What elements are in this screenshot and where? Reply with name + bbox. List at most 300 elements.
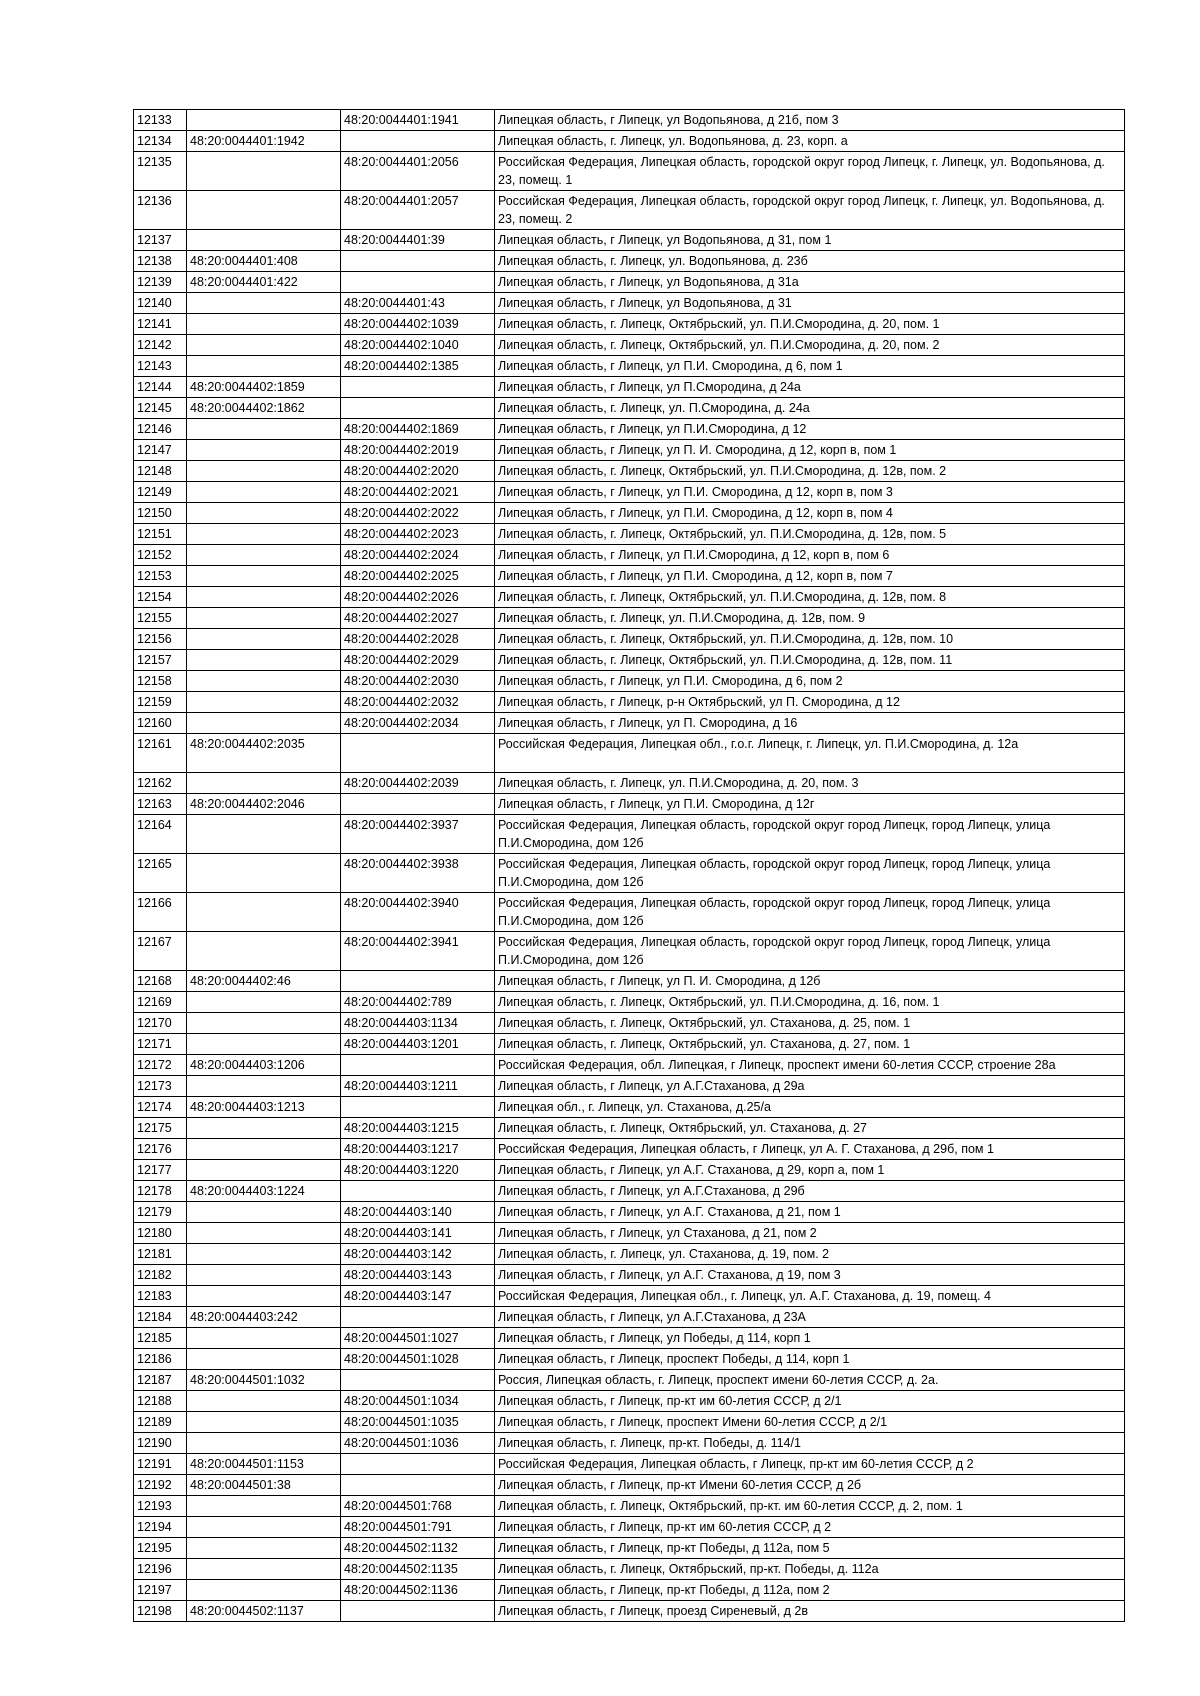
row-number-cell: 12173 xyxy=(134,1076,187,1097)
table-row xyxy=(134,1517,1125,1538)
building-cadastral-number-cell: 48:20:0044401:1942 xyxy=(187,131,341,152)
address-cell: Липецкая область, г Липецк, ул П.И. Смородина, д 12г xyxy=(495,794,1125,815)
building-cadastral-number-cell: 48:20:0044402:1859 xyxy=(187,377,341,398)
address-cell: Липецкая область, г Липецк, ул П. И. Смородина, д 12б xyxy=(495,971,1125,992)
address-cell: Российская Федерация, обл. Липецкая, г Липецк, проспект имени 60-летия СССР, строение 28а xyxy=(495,1055,1125,1076)
table-row xyxy=(134,1013,1125,1034)
building-cadastral-number-cell: 48:20:0044401:422 xyxy=(187,272,341,293)
premises-cadastral-number-cell xyxy=(341,1475,495,1496)
row-number-cell: 12186 xyxy=(134,1349,187,1370)
building-cadastral-number-cell: 48:20:0044402:2035 xyxy=(187,734,341,773)
address-cell: Липецкая область, г. Липецк, Октябрьский, ул. Стаханова, д. 27 xyxy=(495,1118,1125,1139)
premises-cadastral-number-cell xyxy=(341,1307,495,1328)
table-row xyxy=(134,1139,1125,1160)
table-row xyxy=(134,1076,1125,1097)
table-row xyxy=(134,1433,1125,1454)
building-cadastral-number-cell xyxy=(187,1559,341,1580)
premises-cadastral-number-cell: 48:20:0044402:2020 xyxy=(341,461,495,482)
address-cell: Российская Федерация, Липецкая обл., г.о.г. Липецк, г. Липецк, ул. П.И.Смородина, д. 12а xyxy=(495,734,1125,773)
premises-cadastral-number-cell: 48:20:0044402:1040 xyxy=(341,335,495,356)
table-row xyxy=(134,419,1125,440)
address-cell: Липецкая область, г Липецк, пр-кт Победы, д 112а, пом 2 xyxy=(495,1580,1125,1601)
building-cadastral-number-cell xyxy=(187,992,341,1013)
row-number-cell: 12138 xyxy=(134,251,187,272)
premises-cadastral-number-cell: 48:20:0044403:147 xyxy=(341,1286,495,1307)
row-number-cell: 12155 xyxy=(134,608,187,629)
table-row xyxy=(134,1307,1125,1328)
row-number-cell: 12189 xyxy=(134,1412,187,1433)
row-number-cell: 12185 xyxy=(134,1328,187,1349)
premises-cadastral-number-cell: 48:20:0044502:1135 xyxy=(341,1559,495,1580)
address-cell: Липецкая область, г Липецк, ул А.Г. Стаханова, д 21, пом 1 xyxy=(495,1202,1125,1223)
premises-cadastral-number-cell: 48:20:0044402:2025 xyxy=(341,566,495,587)
premises-cadastral-number-cell xyxy=(341,1370,495,1391)
premises-cadastral-number-cell: 48:20:0044402:2029 xyxy=(341,650,495,671)
address-cell: Липецкая область, г. Липецк, Октябрьский, ул. Стаханова, д. 25, пом. 1 xyxy=(495,1013,1125,1034)
table-row xyxy=(134,251,1125,272)
table-row xyxy=(134,1223,1125,1244)
table-row xyxy=(134,1475,1125,1496)
row-number-cell: 12150 xyxy=(134,503,187,524)
premises-cadastral-number-cell: 48:20:0044501:1035 xyxy=(341,1412,495,1433)
premises-cadastral-number-cell: 48:20:0044403:1211 xyxy=(341,1076,495,1097)
table-row xyxy=(134,692,1125,713)
row-number-cell: 12184 xyxy=(134,1307,187,1328)
premises-cadastral-number-cell: 48:20:0044403:142 xyxy=(341,1244,495,1265)
table-row xyxy=(134,671,1125,692)
premises-cadastral-number-cell: 48:20:0044401:2056 xyxy=(341,152,495,191)
building-cadastral-number-cell: 48:20:0044403:1206 xyxy=(187,1055,341,1076)
row-number-cell: 12136 xyxy=(134,191,187,230)
row-number-cell: 12145 xyxy=(134,398,187,419)
premises-cadastral-number-cell: 48:20:0044403:140 xyxy=(341,1202,495,1223)
address-cell: Российская Федерация, Липецкая область, городской округ город Липецк, г. Липецк, ул. Водопьянова, д. 23, помещ. 1 xyxy=(495,152,1125,191)
address-cell: Липецкая область, г. Липецк, Октябрьский, ул. П.И.Смородина, д. 12в, пом. 5 xyxy=(495,524,1125,545)
table-row xyxy=(134,293,1125,314)
building-cadastral-number-cell xyxy=(187,356,341,377)
cadastral-table-page xyxy=(133,109,1124,1622)
row-number-cell: 12179 xyxy=(134,1202,187,1223)
building-cadastral-number-cell xyxy=(187,1286,341,1307)
table-row xyxy=(134,1097,1125,1118)
table-row xyxy=(134,566,1125,587)
premises-cadastral-number-cell: 48:20:0044401:1941 xyxy=(341,110,495,131)
row-number-cell: 12197 xyxy=(134,1580,187,1601)
row-number-cell: 12170 xyxy=(134,1013,187,1034)
table-row xyxy=(134,1202,1125,1223)
premises-cadastral-number-cell: 48:20:0044402:1869 xyxy=(341,419,495,440)
building-cadastral-number-cell: 48:20:0044403:1224 xyxy=(187,1181,341,1202)
premises-cadastral-number-cell: 48:20:0044402:3940 xyxy=(341,893,495,932)
premises-cadastral-number-cell: 48:20:0044402:2039 xyxy=(341,773,495,794)
table-row xyxy=(134,971,1125,992)
building-cadastral-number-cell xyxy=(187,1349,341,1370)
address-cell: Липецкая область, г. Липецк, Октябрьский, ул. П.И.Смородина, д. 20, пом. 2 xyxy=(495,335,1125,356)
premises-cadastral-number-cell: 48:20:0044403:141 xyxy=(341,1223,495,1244)
building-cadastral-number-cell xyxy=(187,692,341,713)
row-number-cell: 12148 xyxy=(134,461,187,482)
row-number-cell: 12178 xyxy=(134,1181,187,1202)
address-cell: Липецкая обл., г. Липецк, ул. Стаханова, д.25/а xyxy=(495,1097,1125,1118)
row-number-cell: 12174 xyxy=(134,1097,187,1118)
address-cell: Липецкая область, г. Липецк, Октябрьский, ул. П.И.Смородина, д. 12в, пом. 11 xyxy=(495,650,1125,671)
row-number-cell: 12133 xyxy=(134,110,187,131)
building-cadastral-number-cell xyxy=(187,440,341,461)
building-cadastral-number-cell xyxy=(187,1517,341,1538)
address-cell: Российская Федерация, Липецкая область, г Липецк, пр-кт им 60-летия СССР, д 2 xyxy=(495,1454,1125,1475)
building-cadastral-number-cell xyxy=(187,503,341,524)
row-number-cell: 12177 xyxy=(134,1160,187,1181)
row-number-cell: 12161 xyxy=(134,734,187,773)
table-row xyxy=(134,1370,1125,1391)
address-cell: Липецкая область, г Липецк, пр-кт Имени 60-летия СССР, д 2б xyxy=(495,1475,1125,1496)
building-cadastral-number-cell: 48:20:0044402:46 xyxy=(187,971,341,992)
building-cadastral-number-cell xyxy=(187,1496,341,1517)
table-row xyxy=(134,854,1125,893)
premises-cadastral-number-cell: 48:20:0044403:143 xyxy=(341,1265,495,1286)
table-row xyxy=(134,131,1125,152)
address-cell: Липецкая область, г. Липецк, ул. П.И.Смородина, д. 12в, пом. 9 xyxy=(495,608,1125,629)
row-number-cell: 12194 xyxy=(134,1517,187,1538)
table-row xyxy=(134,1328,1125,1349)
building-cadastral-number-cell xyxy=(187,854,341,893)
address-cell: Липецкая область, г Липецк, ул П.И. Смородина, д 6, пом 2 xyxy=(495,671,1125,692)
address-cell: Липецкая область, г Липецк, проспект Имени 60-летия СССР, д 2/1 xyxy=(495,1412,1125,1433)
row-number-cell: 12171 xyxy=(134,1034,187,1055)
building-cadastral-number-cell: 48:20:0044501:38 xyxy=(187,1475,341,1496)
address-cell: Липецкая область, г. Липецк, Октябрьский, ул. Стаханова, д. 27, пом. 1 xyxy=(495,1034,1125,1055)
building-cadastral-number-cell xyxy=(187,152,341,191)
row-number-cell: 12193 xyxy=(134,1496,187,1517)
premises-cadastral-number-cell xyxy=(341,794,495,815)
table-row xyxy=(134,1580,1125,1601)
premises-cadastral-number-cell xyxy=(341,377,495,398)
address-cell: Липецкая область, г Липецк, пр-кт им 60-летия СССР, д 2 xyxy=(495,1517,1125,1538)
premises-cadastral-number-cell: 48:20:0044402:2032 xyxy=(341,692,495,713)
table-row xyxy=(134,1496,1125,1517)
table-row xyxy=(134,191,1125,230)
address-cell: Липецкая область, г Липецк, ул Победы, д 114, корп 1 xyxy=(495,1328,1125,1349)
table-row xyxy=(134,377,1125,398)
building-cadastral-number-cell xyxy=(187,1223,341,1244)
premises-cadastral-number-cell: 48:20:0044402:2028 xyxy=(341,629,495,650)
table-row xyxy=(134,650,1125,671)
premises-cadastral-number-cell xyxy=(341,1097,495,1118)
address-cell: Липецкая область, г Липецк, ул А.Г.Стаханова, д 29б xyxy=(495,1181,1125,1202)
address-cell: Липецкая область, г Липецк, ул П.Смородина, д 24а xyxy=(495,377,1125,398)
building-cadastral-number-cell: 48:20:0044402:2046 xyxy=(187,794,341,815)
row-number-cell: 12191 xyxy=(134,1454,187,1475)
building-cadastral-number-cell xyxy=(187,1538,341,1559)
premises-cadastral-number-cell: 48:20:0044402:3938 xyxy=(341,854,495,893)
building-cadastral-number-cell xyxy=(187,713,341,734)
address-cell: Липецкая область, г. Липецк, ул. Стаханова, д. 19, пом. 2 xyxy=(495,1244,1125,1265)
address-cell: Липецкая область, г Липецк, ул П.И. Смородина, д 12, корп в, пом 4 xyxy=(495,503,1125,524)
premises-cadastral-number-cell: 48:20:0044502:1132 xyxy=(341,1538,495,1559)
row-number-cell: 12143 xyxy=(134,356,187,377)
building-cadastral-number-cell: 48:20:0044502:1137 xyxy=(187,1601,341,1622)
row-number-cell: 12137 xyxy=(134,230,187,251)
premises-cadastral-number-cell: 48:20:0044403:1217 xyxy=(341,1139,495,1160)
address-cell: Липецкая область, г Липецк, р-н Октябрьский, ул П. Смородина, д 12 xyxy=(495,692,1125,713)
row-number-cell: 12158 xyxy=(134,671,187,692)
building-cadastral-number-cell xyxy=(187,1391,341,1412)
row-number-cell: 12149 xyxy=(134,482,187,503)
address-cell: Липецкая область, г. Липецк, ул. Водопьянова, д. 23б xyxy=(495,251,1125,272)
premises-cadastral-number-cell: 48:20:0044403:1215 xyxy=(341,1118,495,1139)
address-cell: Российская Федерация, Липецкая обл., г. Липецк, ул. А.Г. Стаханова, д. 19, помещ. 4 xyxy=(495,1286,1125,1307)
row-number-cell: 12157 xyxy=(134,650,187,671)
row-number-cell: 12162 xyxy=(134,773,187,794)
row-number-cell: 12172 xyxy=(134,1055,187,1076)
row-number-cell: 12196 xyxy=(134,1559,187,1580)
building-cadastral-number-cell xyxy=(187,629,341,650)
table-row xyxy=(134,1412,1125,1433)
premises-cadastral-number-cell: 48:20:0044401:39 xyxy=(341,230,495,251)
table-row xyxy=(134,893,1125,932)
address-cell: Российская Федерация, Липецкая область, городской округ город Липецк, город Липецк, улица П.И.Смородина, дом 12б xyxy=(495,893,1125,932)
table-row xyxy=(134,230,1125,251)
building-cadastral-number-cell xyxy=(187,671,341,692)
premises-cadastral-number-cell: 48:20:0044402:2030 xyxy=(341,671,495,692)
address-cell: Липецкая область, г Липецк, ул П.И. Смородина, д 12, корп в, пом 3 xyxy=(495,482,1125,503)
building-cadastral-number-cell xyxy=(187,566,341,587)
building-cadastral-number-cell xyxy=(187,893,341,932)
table-row xyxy=(134,1559,1125,1580)
table-row xyxy=(134,440,1125,461)
row-number-cell: 12135 xyxy=(134,152,187,191)
premises-cadastral-number-cell: 48:20:0044402:2027 xyxy=(341,608,495,629)
building-cadastral-number-cell xyxy=(187,1244,341,1265)
building-cadastral-number-cell xyxy=(187,482,341,503)
row-number-cell: 12180 xyxy=(134,1223,187,1244)
table-row xyxy=(134,1349,1125,1370)
row-number-cell: 12163 xyxy=(134,794,187,815)
table-row xyxy=(134,587,1125,608)
table-row xyxy=(134,398,1125,419)
table-row xyxy=(134,314,1125,335)
table-row xyxy=(134,110,1125,131)
premises-cadastral-number-cell xyxy=(341,251,495,272)
premises-cadastral-number-cell xyxy=(341,1601,495,1622)
table-row xyxy=(134,335,1125,356)
building-cadastral-number-cell: 48:20:0044403:1213 xyxy=(187,1097,341,1118)
building-cadastral-number-cell xyxy=(187,1076,341,1097)
table-row xyxy=(134,815,1125,854)
building-cadastral-number-cell xyxy=(187,1013,341,1034)
table-row xyxy=(134,713,1125,734)
row-number-cell: 12151 xyxy=(134,524,187,545)
premises-cadastral-number-cell: 48:20:0044402:3941 xyxy=(341,932,495,971)
address-cell: Липецкая область, г Липецк, ул П.И. Смородина, д 6, пом 1 xyxy=(495,356,1125,377)
premises-cadastral-number-cell: 48:20:0044402:2022 xyxy=(341,503,495,524)
premises-cadastral-number-cell xyxy=(341,398,495,419)
premises-cadastral-number-cell: 48:20:0044401:2057 xyxy=(341,191,495,230)
premises-cadastral-number-cell xyxy=(341,131,495,152)
address-cell: Липецкая область, г. Липецк, Октябрьский, пр-кт. Победы, д. 112а xyxy=(495,1559,1125,1580)
row-number-cell: 12142 xyxy=(134,335,187,356)
building-cadastral-number-cell xyxy=(187,650,341,671)
address-cell: Липецкая область, г Липецк, ул А.Г. Стаханова, д 19, пом 3 xyxy=(495,1265,1125,1286)
table-row xyxy=(134,1454,1125,1475)
premises-cadastral-number-cell xyxy=(341,272,495,293)
row-number-cell: 12144 xyxy=(134,377,187,398)
row-number-cell: 12190 xyxy=(134,1433,187,1454)
row-number-cell: 12146 xyxy=(134,419,187,440)
address-cell: Липецкая область, г. Липецк, ул. П.Смородина, д. 24а xyxy=(495,398,1125,419)
table-row xyxy=(134,524,1125,545)
building-cadastral-number-cell xyxy=(187,1328,341,1349)
address-cell: Липецкая область, г Липецк, ул П.И.Смородина, д 12 xyxy=(495,419,1125,440)
table-row xyxy=(134,1181,1125,1202)
address-cell: Липецкая область, г Липецк, пр-кт им 60-летия СССР, д 2/1 xyxy=(495,1391,1125,1412)
building-cadastral-number-cell xyxy=(187,419,341,440)
premises-cadastral-number-cell: 48:20:0044402:1385 xyxy=(341,356,495,377)
premises-cadastral-number-cell: 48:20:0044501:1036 xyxy=(341,1433,495,1454)
building-cadastral-number-cell xyxy=(187,1412,341,1433)
table-row xyxy=(134,272,1125,293)
row-number-cell: 12198 xyxy=(134,1601,187,1622)
row-number-cell: 12192 xyxy=(134,1475,187,1496)
building-cadastral-number-cell xyxy=(187,1139,341,1160)
table-row xyxy=(134,1244,1125,1265)
table-row xyxy=(134,461,1125,482)
row-number-cell: 12187 xyxy=(134,1370,187,1391)
address-cell: Липецкая область, г Липецк, ул Водопьянова, д 21б, пом 3 xyxy=(495,110,1125,131)
building-cadastral-number-cell xyxy=(187,314,341,335)
premises-cadastral-number-cell xyxy=(341,971,495,992)
premises-cadastral-number-cell: 48:20:0044403:1134 xyxy=(341,1013,495,1034)
premises-cadastral-number-cell xyxy=(341,1181,495,1202)
premises-cadastral-number-cell: 48:20:0044403:1220 xyxy=(341,1160,495,1181)
row-number-cell: 12167 xyxy=(134,932,187,971)
address-cell: Липецкая область, г Липецк, пр-кт Победы, д 112а, пом 5 xyxy=(495,1538,1125,1559)
address-cell: Липецкая область, г Липецк, ул П. Смородина, д 16 xyxy=(495,713,1125,734)
building-cadastral-number-cell xyxy=(187,1580,341,1601)
table-row xyxy=(134,734,1125,773)
building-cadastral-number-cell xyxy=(187,1160,341,1181)
address-cell: Липецкая область, г. Липецк, ул. П.И.Смородина, д. 20, пом. 3 xyxy=(495,773,1125,794)
premises-cadastral-number-cell xyxy=(341,1055,495,1076)
address-cell: Липецкая область, г Липецк, ул А.Г.Стаханова, д 23А xyxy=(495,1307,1125,1328)
building-cadastral-number-cell: 48:20:0044401:408 xyxy=(187,251,341,272)
address-cell: Липецкая область, г Липецк, ул П.И. Смородина, д 12, корп в, пом 7 xyxy=(495,566,1125,587)
row-number-cell: 12159 xyxy=(134,692,187,713)
premises-cadastral-number-cell: 48:20:0044402:2021 xyxy=(341,482,495,503)
building-cadastral-number-cell: 48:20:0044501:1032 xyxy=(187,1370,341,1391)
building-cadastral-number-cell xyxy=(187,1433,341,1454)
building-cadastral-number-cell xyxy=(187,608,341,629)
building-cadastral-number-cell xyxy=(187,1118,341,1139)
row-number-cell: 12183 xyxy=(134,1286,187,1307)
building-cadastral-number-cell xyxy=(187,191,341,230)
premises-cadastral-number-cell: 48:20:0044501:768 xyxy=(341,1496,495,1517)
address-cell: Липецкая область, г Липецк, ул Водопьянова, д 31 xyxy=(495,293,1125,314)
row-number-cell: 12160 xyxy=(134,713,187,734)
table-row xyxy=(134,1118,1125,1139)
building-cadastral-number-cell xyxy=(187,1202,341,1223)
table-row xyxy=(134,773,1125,794)
row-number-cell: 12156 xyxy=(134,629,187,650)
address-cell: Липецкая область, г. Липецк, Октябрьский, пр-кт. им 60-летия СССР, д. 2, пом. 1 xyxy=(495,1496,1125,1517)
premises-cadastral-number-cell: 48:20:0044403:1201 xyxy=(341,1034,495,1055)
table-row xyxy=(134,545,1125,566)
premises-cadastral-number-cell: 48:20:0044402:1039 xyxy=(341,314,495,335)
table-row xyxy=(134,152,1125,191)
table-row xyxy=(134,1391,1125,1412)
premises-cadastral-number-cell: 48:20:0044402:3937 xyxy=(341,815,495,854)
table-row xyxy=(134,503,1125,524)
premises-cadastral-number-cell: 48:20:0044402:2019 xyxy=(341,440,495,461)
table-row xyxy=(134,356,1125,377)
building-cadastral-number-cell xyxy=(187,1265,341,1286)
address-cell: Липецкая область, г Липецк, ул А.Г.Стаханова, д 29а xyxy=(495,1076,1125,1097)
premises-cadastral-number-cell xyxy=(341,1454,495,1475)
address-cell: Россия, Липецкая область, г. Липецк, проспект имени 60-летия СССР, д. 2а. xyxy=(495,1370,1125,1391)
row-number-cell: 12140 xyxy=(134,293,187,314)
building-cadastral-number-cell: 48:20:0044501:1153 xyxy=(187,1454,341,1475)
row-number-cell: 12153 xyxy=(134,566,187,587)
row-number-cell: 12175 xyxy=(134,1118,187,1139)
row-number-cell: 12182 xyxy=(134,1265,187,1286)
row-number-cell: 12139 xyxy=(134,272,187,293)
table-row xyxy=(134,992,1125,1013)
table-row xyxy=(134,1286,1125,1307)
premises-cadastral-number-cell: 48:20:0044501:1028 xyxy=(341,1349,495,1370)
table-row xyxy=(134,629,1125,650)
address-cell: Липецкая область, г. Липецк, пр-кт. Победы, д. 114/1 xyxy=(495,1433,1125,1454)
row-number-cell: 12164 xyxy=(134,815,187,854)
address-cell: Липецкая область, г Липецк, ул Водопьянова, д 31а xyxy=(495,272,1125,293)
premises-cadastral-number-cell: 48:20:0044402:789 xyxy=(341,992,495,1013)
table-row xyxy=(134,1055,1125,1076)
table-row xyxy=(134,1034,1125,1055)
row-number-cell: 12154 xyxy=(134,587,187,608)
address-cell: Липецкая область, г. Липецк, Октябрьский, ул. П.И.Смородина, д. 12в, пом. 8 xyxy=(495,587,1125,608)
address-cell: Липецкая область, г Липецк, ул Водопьянова, д 31, пом 1 xyxy=(495,230,1125,251)
table-row xyxy=(134,932,1125,971)
table-body xyxy=(134,110,1125,1622)
row-number-cell: 12147 xyxy=(134,440,187,461)
building-cadastral-number-cell xyxy=(187,110,341,131)
premises-cadastral-number-cell: 48:20:0044502:1136 xyxy=(341,1580,495,1601)
row-number-cell: 12195 xyxy=(134,1538,187,1559)
building-cadastral-number-cell: 48:20:0044403:242 xyxy=(187,1307,341,1328)
building-cadastral-number-cell xyxy=(187,293,341,314)
building-cadastral-number-cell xyxy=(187,524,341,545)
building-cadastral-number-cell xyxy=(187,545,341,566)
table-row xyxy=(134,1601,1125,1622)
building-cadastral-number-cell xyxy=(187,587,341,608)
premises-cadastral-number-cell: 48:20:0044501:1027 xyxy=(341,1328,495,1349)
address-cell: Липецкая область, г Липецк, ул А.Г. Стаханова, д 29, корп а, пом 1 xyxy=(495,1160,1125,1181)
table-row xyxy=(134,482,1125,503)
table-row xyxy=(134,1265,1125,1286)
address-cell: Липецкая область, г. Липецк, Октябрьский, ул. П.И.Смородина, д. 20, пом. 1 xyxy=(495,314,1125,335)
address-cell: Липецкая область, г Липецк, ул Стаханова, д 21, пом 2 xyxy=(495,1223,1125,1244)
building-cadastral-number-cell xyxy=(187,335,341,356)
premises-cadastral-number-cell: 48:20:0044401:43 xyxy=(341,293,495,314)
premises-cadastral-number-cell: 48:20:0044501:1034 xyxy=(341,1391,495,1412)
premises-cadastral-number-cell: 48:20:0044402:2026 xyxy=(341,587,495,608)
address-cell: Липецкая область, г Липецк, проезд Сиреневый, д 2в xyxy=(495,1601,1125,1622)
premises-cadastral-number-cell: 48:20:0044402:2024 xyxy=(341,545,495,566)
cadastral-table xyxy=(133,109,1125,1622)
premises-cadastral-number-cell: 48:20:0044402:2034 xyxy=(341,713,495,734)
address-cell: Российская Федерация, Липецкая область, городской округ город Липецк, г. Липецк, ул. Водопьянова, д. 23, помещ. 2 xyxy=(495,191,1125,230)
row-number-cell: 12169 xyxy=(134,992,187,1013)
row-number-cell: 12176 xyxy=(134,1139,187,1160)
